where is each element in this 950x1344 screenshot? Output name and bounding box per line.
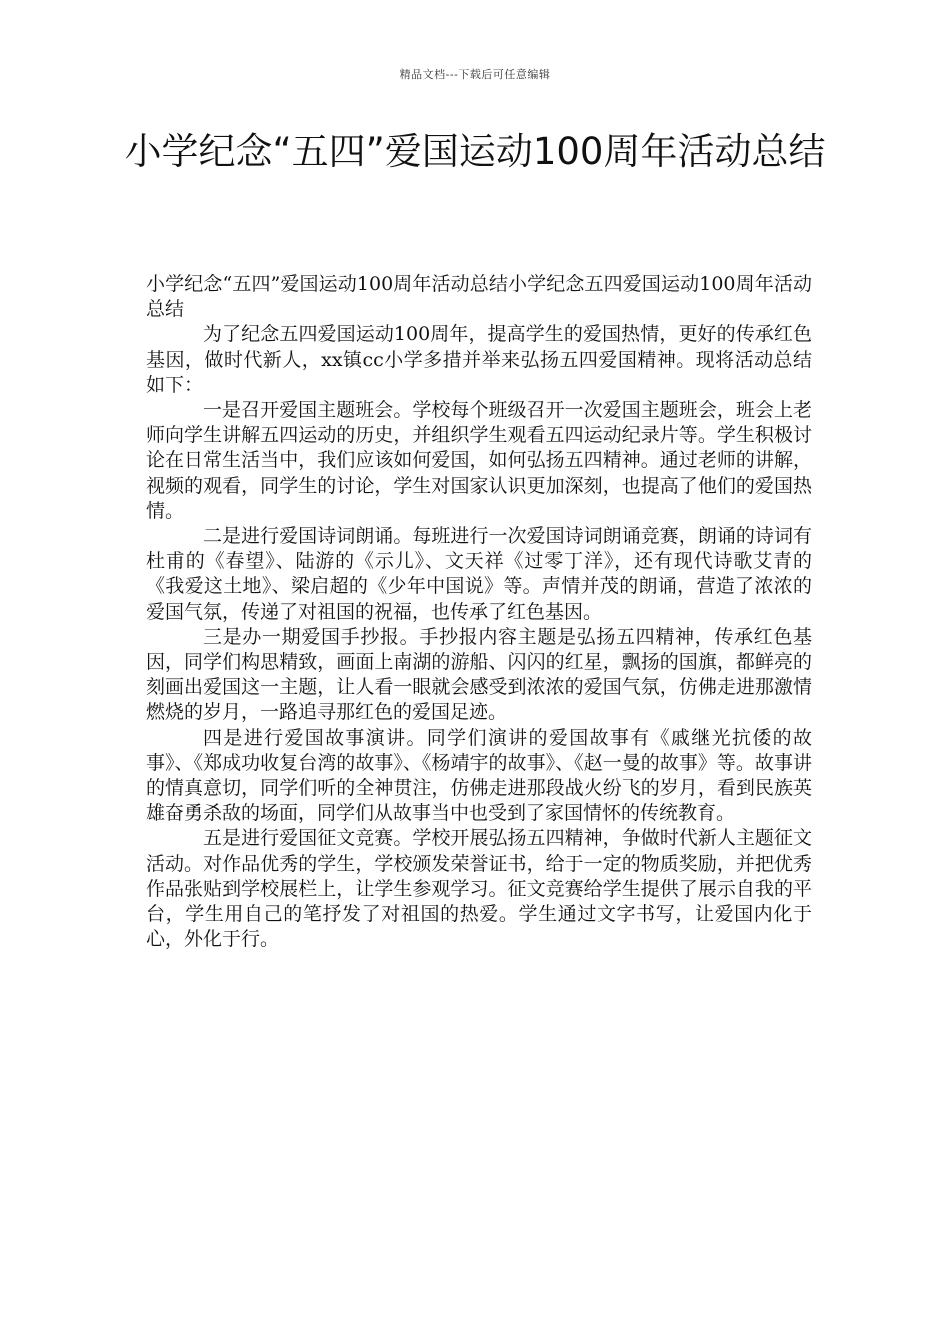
- header-note: 精品文档---下载后可任意编辑: [399, 68, 551, 81]
- document-title: 小学纪念“五四”爱国运动100周年活动总结: [124, 130, 826, 173]
- paragraph-story-speech: 四是进行爱国故事演讲。同学们演讲的爱国故事有《戚继光抗倭的故事》、《郑成功收复台湾的故事》、《杨靖宇的故事》、《赵一曼的故事》等。故事讲的情真意切，同学们听的全神贯注，仿佛走进那段战火纷飞的岁月，看到民族英雄奋勇杀敌的场面，同学们从故事当中也受到了家国情怀的传统教育。: [146, 726, 812, 825]
- paragraph-handwritten-newspaper: 三是办一期爱国手抄报。手抄报内容主题是弘扬五四精神，传承红色基因，同学们构思精致，画面上南湖的游船、闪闪的红星，飘扬的国旗，都鲜亮的刻画出爱国这一主题，让人看一眼就会感受到浓浓的爱国气氛，仿佛走进那激情燃烧的岁月，一路追寻那红色的爱国足迹。: [146, 625, 812, 724]
- document-body: [146, 272, 812, 952]
- paragraph-poetry-recitation: 二是进行爱国诗词朗诵。每班进行一次爱国诗词朗诵竞赛，朗诵的诗词有杜甫的《春望》、陆游的《示儿》、文天祥《过零丁洋》，还有现代诗歌艾青的《我爱这土地》、梁启超的《少年中国说》等。声情并茂的朗诵，营造了浓浓的爱国气氛，传递了对祖国的祝福，也传承了红色基因。: [146, 525, 812, 623]
- paragraph-theme-class-meeting: 一是召开爱国主题班会。学校每个班级召开一次爱国主题班会，班会上老师向学生讲解五四运动的历史，并组织学生观看五四运动纪录片等。学生积极讨论在日常生活当中，我们应该如何爱国，如何弘扬五四精神。通过老师的讲解，视频的观看，同学生的讨论，学生对国家认识更加深刻，也提高了他们的爱国热情。: [146, 399, 812, 522]
- paragraph-essay-contest: 五是进行爱国征文竞赛。学校开展弘扬五四精神，争做时代新人主题征文活动。对作品优秀的学生，学校颁发荣誉证书，给于一定的物质奖励，并把优秀作品张贴到学校展栏上，让学生参观学习。征文竞赛给学生提供了展示自我的平台，学生用自己的笔抒发了对祖国的热爱。学生通过文字书写，让爱国内化于心，外化于行。: [146, 827, 812, 951]
- paragraph-intro-title: 小学纪念“五四”爱国运动100周年活动总结小学纪念五四爱国运动100周年活动总结: [146, 273, 812, 321]
- paragraph-preface: 为了纪念五四爱国运动100周年，提高学生的爱国热情，更好的传承红色基因，做时代新人，xx镇cc小学多措并举来弘扬五四爱国精神。现将活动总结如下：: [146, 323, 812, 396]
